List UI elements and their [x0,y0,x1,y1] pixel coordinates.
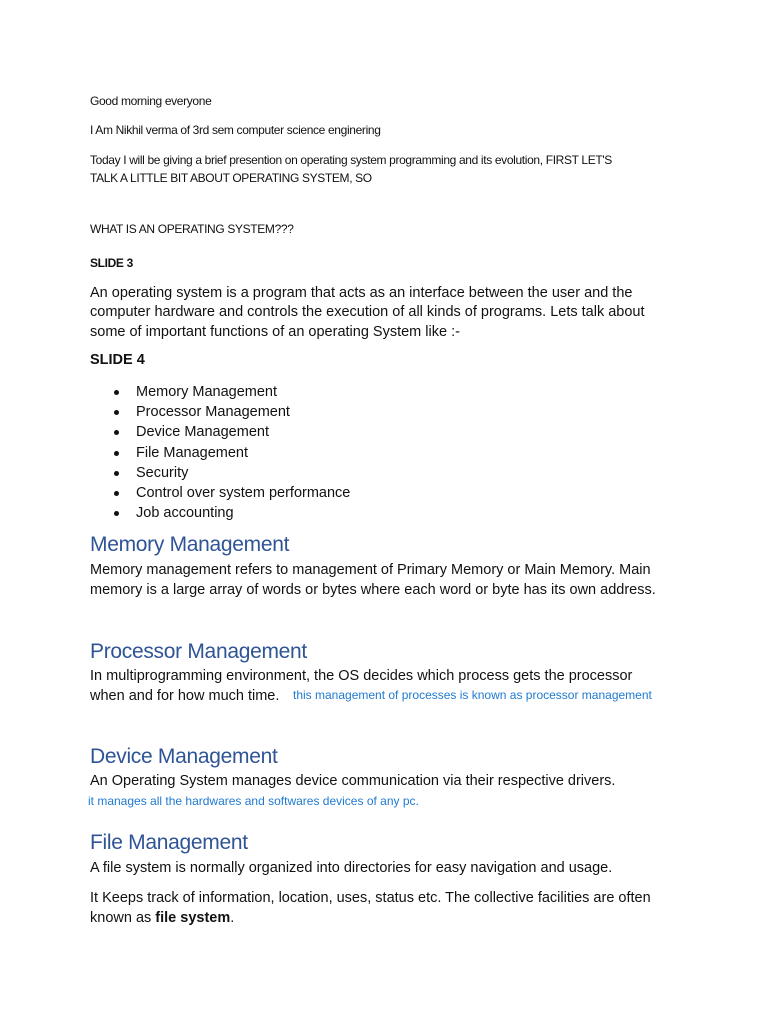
file-system-term: file system [155,910,231,926]
definition-line-1: An operating system is a program that acts as an interface between the user and the [90,285,633,301]
bullet-icon [114,390,119,395]
processor-management-heading: Processor Management [90,640,307,663]
list-item [90,463,350,483]
question-text: WHAT IS AN OPERATING SYSTEM??? [90,222,294,236]
functions-list [90,382,350,523]
processor-line-1: In multiprogramming environment, the OS decides which process gets the processor [90,668,633,684]
list-item-label: Processor Management [136,404,290,421]
list-item-label: Device Management [136,424,269,441]
bullet-icon [114,471,119,476]
list-item-label: Job accounting [136,505,234,522]
memory-management-heading: Memory Management [90,533,290,556]
list-item [90,422,350,442]
list-item [90,382,350,402]
file-line-1: A file system is normally organized into directories for easy navigation and usage. [90,860,613,876]
device-management-heading: Device Management [90,745,278,768]
memory-line-2: memory is a large array of words or bytes where each word or byte has its own address. [90,582,656,598]
list-item-label: Security [136,464,189,481]
file-line-2: It Keeps track of information, location, uses, status etc. The collective facilities are often [90,890,651,906]
slide-3-label: SLIDE 3 [90,256,133,270]
greeting-text: Good morning everyone [90,94,212,108]
list-item [90,402,350,422]
file-line-3 [90,910,234,926]
memory-line-1: Memory management refers to management of Primary Memory or Main Memory. Main [90,562,651,578]
self-intro-text: I Am Nikhil verma of 3rd sem computer science enginering [90,123,381,137]
bullet-icon [114,410,119,415]
purpose-line-1: Today I will be giving a brief presention on operating system programming and its evolution, FIRST LET'S [90,153,612,167]
list-item-label: Memory Management [136,384,278,400]
bullet-icon [114,430,119,435]
slide-4-label: SLIDE 4 [90,352,145,368]
list-item-label: File Management [136,444,249,461]
bullet-icon [114,511,119,516]
list-item-label: Control over system performance [136,484,351,501]
processor-note: this management of processes is known as processor management [293,688,652,702]
file-management-heading: File Management [90,831,248,854]
device-note: it manages all the hardwares and softwares devices of any pc. [88,794,419,808]
file-line-3-suffix: . [230,910,235,926]
file-line-3-prefix: known as [90,910,156,926]
list-item [90,503,350,523]
processor-line-2: when and for how much time. [90,688,280,704]
definition-line-2: computer hardware and controls the execution of all kinds of programs. Lets talk about [90,304,645,320]
list-item [90,443,350,463]
bullet-icon [114,491,119,496]
bullet-icon [114,451,119,456]
list-item [90,483,350,503]
purpose-line-2: TALK A LITTLE BIT ABOUT OPERATING SYSTEM, SO [90,171,372,185]
device-line-1: An Operating System manages device communication via their respective drivers. [90,773,616,789]
definition-line-3: some of important functions of an operating System like :- [90,324,460,340]
